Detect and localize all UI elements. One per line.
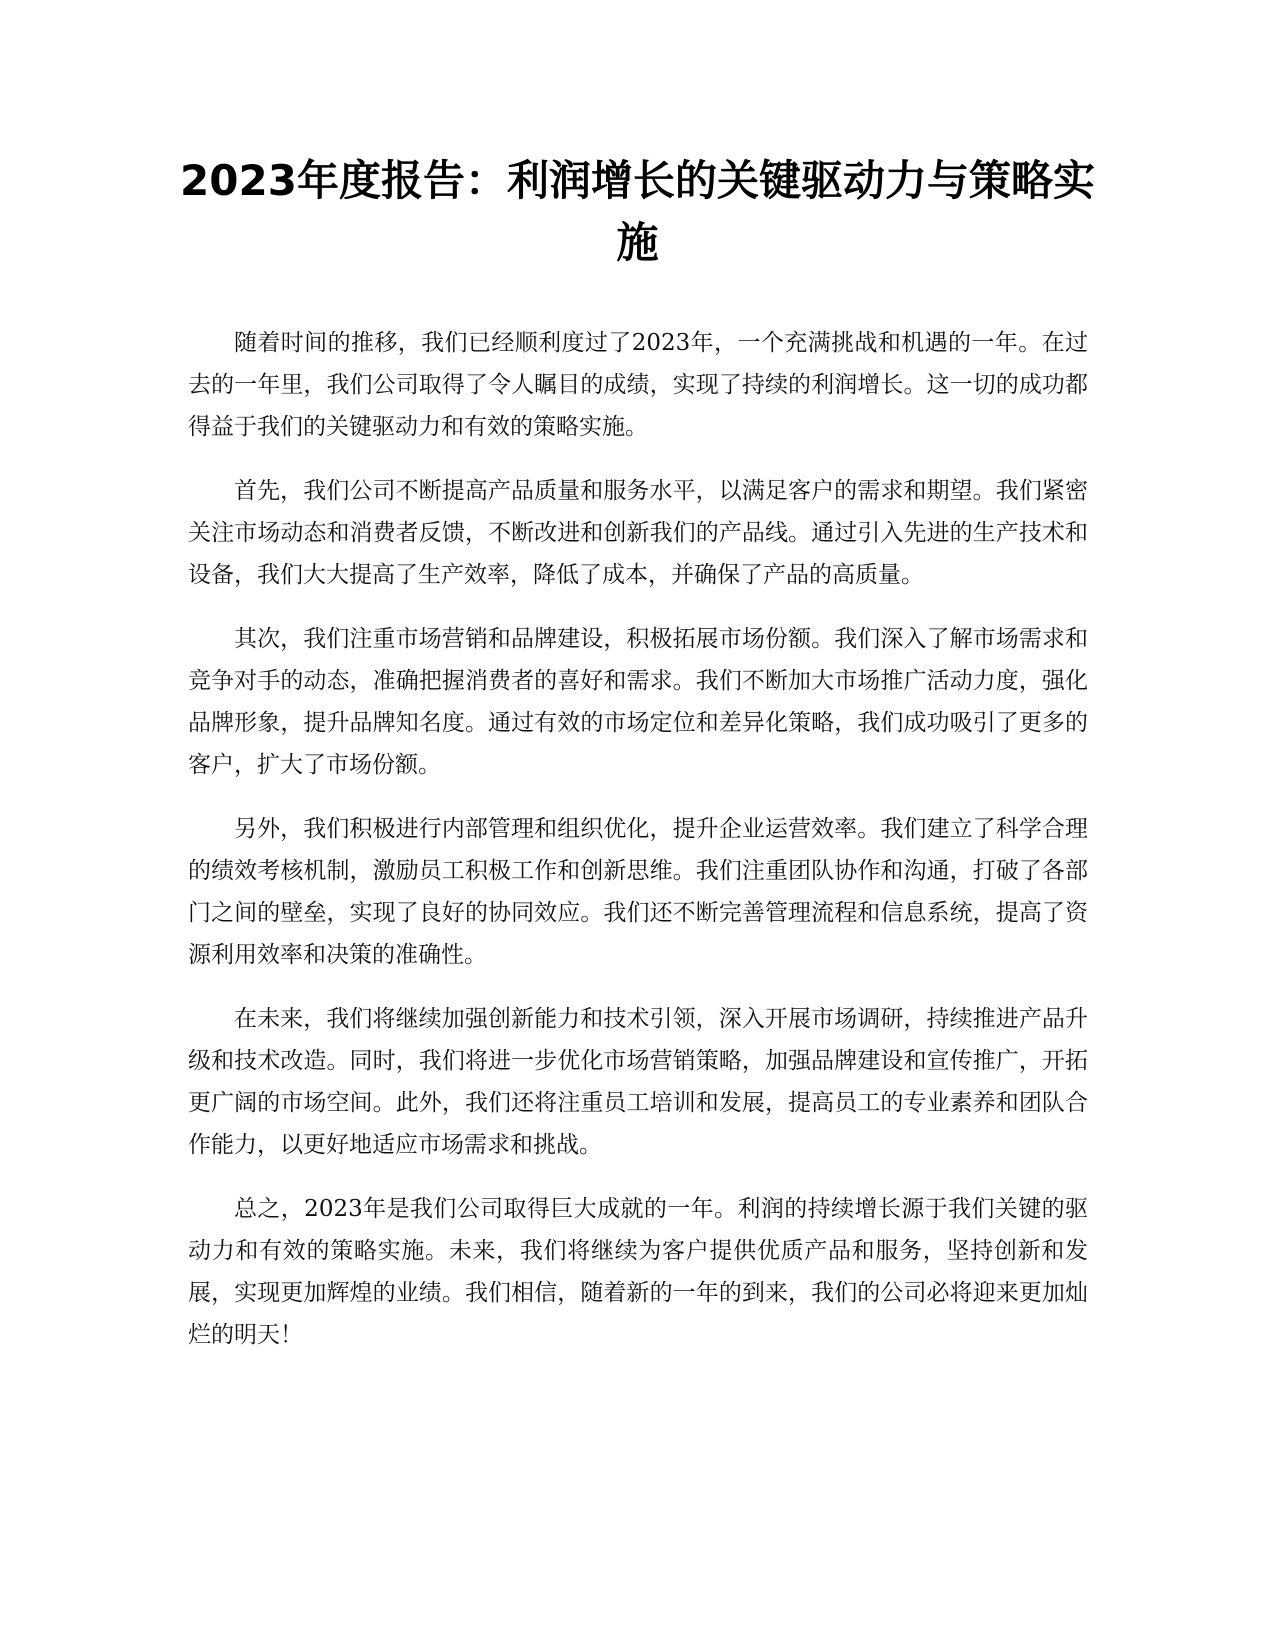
paragraph-management: 另外，我们积极进行内部管理和组织优化，提升企业运营效率。我们建立了科学合理的绩效考核机制，激励员工积极工作和创新思维。我们注重团队协作和沟通，打破了各部门之间的壁垒，实现了良好的协同效应。我们还不断完善管理流程和信息系统，提高了资源利用效率和决策的准确性。 — [188, 816, 1088, 968]
paragraph-intro: 随着时间的推移，我们已经顺利度过了2023年，一个充满挑战和机遇的一年。在过去的一年里，我们公司取得了令人瞩目的成绩，实现了持续的利润增长。这一切的成功都得益于我们的关键驱动力和有效的策略实施。 — [188, 330, 1088, 440]
document-body — [188, 322, 1088, 1378]
paragraph-marketing: 其次，我们注重市场营销和品牌建设，积极拓展市场份额。我们深入了解市场需求和竞争对手的动态，准确把握消费者的喜好和需求。我们不断加大市场推广活动力度，强化品牌形象，提升品牌知名度。通过有效的市场定位和差异化策略，我们成功吸引了更多的客户，扩大了市场份额。 — [188, 626, 1088, 778]
paragraph-product-quality: 首先，我们公司不断提高产品质量和服务水平，以满足客户的需求和期望。我们紧密关注市场动态和消费者反馈，不断改进和创新我们的产品线。通过引入先进的生产技术和设备，我们大大提高了生产效率，降低了成本，并确保了产品的高质量。 — [188, 478, 1088, 588]
document-title: 2023年度报告：利润增长的关键驱动力与策略实施 — [180, 156, 1095, 267]
paragraph-conclusion: 总之，2023年是我们公司取得巨大成就的一年。利润的持续增长源于我们关键的驱动力和有效的策略实施。未来，我们将继续为客户提供优质产品和服务，坚持创新和发展，实现更加辉煌的业绩。我们相信，随着新的一年的到来，我们的公司必将迎来更加灿烂的明天！ — [188, 1196, 1088, 1348]
paragraph-future: 在未来，我们将继续加强创新能力和技术引领，深入开展市场调研，持续推进产品升级和技术改造。同时，我们将进一步优化市场营销策略，加强品牌建设和宣传推广，开拓更广阔的市场空间。此外，我们还将注重员工培训和发展，提高员工的专业素养和团队合作能力，以更好地适应市场需求和挑战。 — [188, 1006, 1088, 1158]
